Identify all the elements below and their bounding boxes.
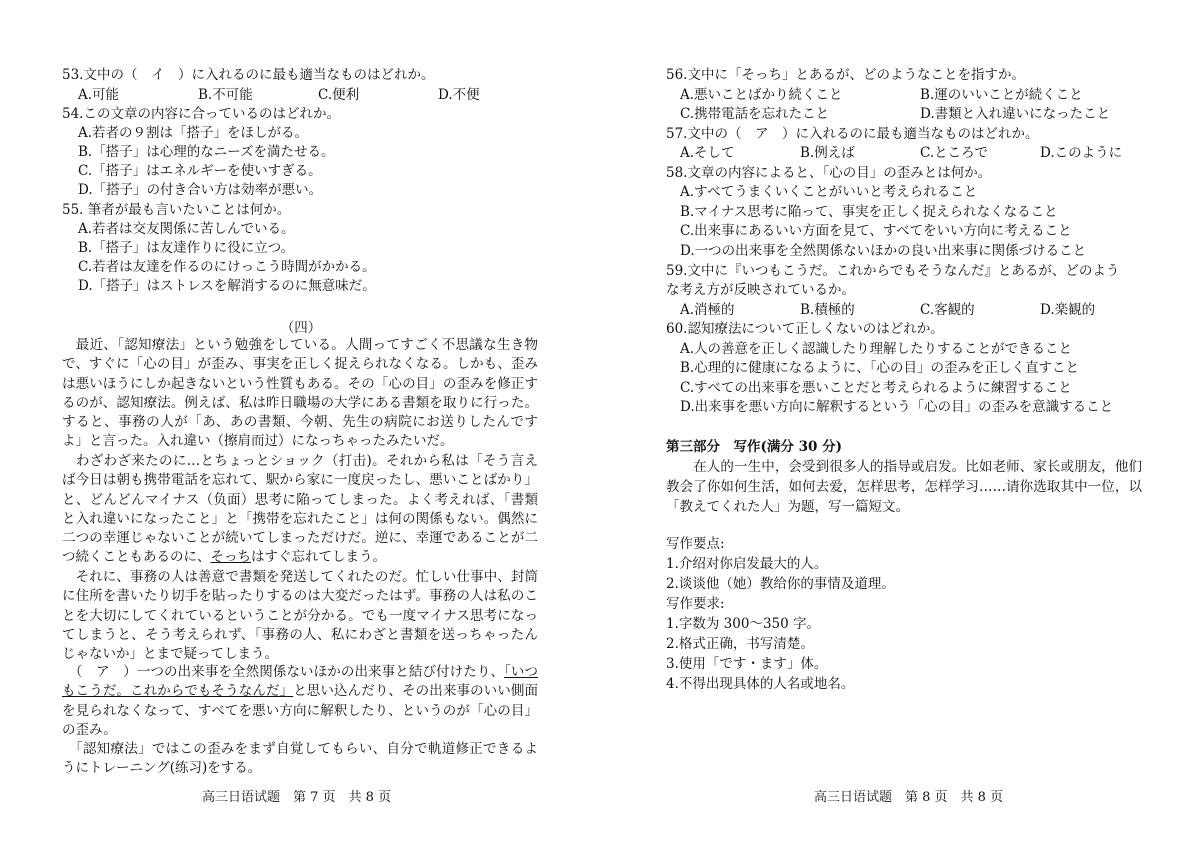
left-page <box>62 0 540 848</box>
q56-option-c: C.携帯電話を忘れたこと <box>680 106 830 122</box>
passage-p4-text: （ ア ）一つの出来事を全然関係ないほかの出来事と結び付けたり、 <box>62 664 505 680</box>
passage-p4-after: と思い込んだり、その出来事のいい側面を見られなくなって、すべてを悪い方向に解釈したり、というのが「心の目」の歪み。 <box>62 683 538 738</box>
q59-option-d: D.楽観的 <box>1040 302 1096 318</box>
passage-paragraph-1 <box>62 336 538 452</box>
writing-requirement-4: 4.不得出现具体的人名或地名。 <box>666 676 855 692</box>
q57-option-a: A.そして <box>680 145 735 161</box>
q54-option-b: B.「搭子」は心理的なニーズを満たせる。 <box>78 144 335 160</box>
page-footer: 高三日语试题 第 7 页 共 8 页 <box>202 790 392 805</box>
q54-option-c: C.「搭子」はエネルギーを使いすぎる。 <box>78 163 322 179</box>
q58-option-a: A.すべてうまくいくことがいいと考えられること <box>680 184 978 200</box>
q58-option-d: D.一つの出来事を全然関係ないほかの良い出来事に関係づけること <box>680 243 1087 259</box>
q59-stem: 59.文中に『いつもこうだ。これからでもそうなんだ』とあるが、どのよう <box>666 263 1120 279</box>
writing-requirements-title: 写作要求: <box>666 596 725 612</box>
q56-option-a: A.悪いことばかり続くこと <box>680 87 843 103</box>
q58-option-c: C.出来事にあるいい方面を見て、すべてをいい方向に考えること <box>680 223 1072 239</box>
q53-stem: 53.文中の（ イ ）に入れるのに最も適当なものはどれか。 <box>62 67 435 83</box>
q60-stem: 60.認知療法について正しくないのはどれか。 <box>666 321 944 337</box>
page-footer: 高三日语试题 第 8 页 共 8 页 <box>814 790 1004 805</box>
q54-stem: 54.この文章の内容に合っているのはどれか。 <box>62 106 340 122</box>
part3-title: 第三部分 写作(满分 30 分) <box>666 439 842 455</box>
passage-paragraph-5 <box>62 740 538 779</box>
passage-p2-after: はすぐ忘れてしまう。 <box>251 549 386 566</box>
passage-p4-underline: 「いつもこうだ。これからでもそうなんだ」 <box>62 664 539 700</box>
q55-option-a: A.若者は交友関係に苦しんでいる。 <box>78 221 295 237</box>
q58-stem: 58.文章の内容によると、「心の目」の歪みとは何か。 <box>666 165 992 181</box>
q53-option-d: D.不便 <box>438 87 480 103</box>
q58-option-b: B.マイナス思考に陥って、事実を正しく捉えられなくなること <box>680 204 1058 220</box>
writing-requirement-3: 3.使用「です・ます」体。 <box>666 656 828 672</box>
passage-p5-text: 「認知療法」ではこの歪みをまず自覚してもらい、自分で軌道修正できるようにトレーニング(练习)をする。 <box>62 741 538 777</box>
q59-option-b: B.積極的 <box>800 302 855 318</box>
writing-requirement-1: 1.字数为 300～350 字。 <box>666 616 820 632</box>
writing-points-title: 写作要点: <box>666 536 725 552</box>
part3-prompt: 在人的一生中，会受到很多人的指导或启发。比如老师、家长或朋友，他们教会了你如何生活，如何去爱，怎样思考，怎样学习……请你选取其中一位，以「教えてくれた人」为题，写一篇短文。 <box>666 459 1142 515</box>
q56-option-d: D.書類と入れ違いになったこと <box>920 106 1111 122</box>
q54-option-d: D.「搭子」の付き合い方は効率が悪い。 <box>78 182 323 198</box>
q57-stem: 57.文中の（ ア ）に入れるのに最も適当なものはどれか。 <box>666 126 1039 142</box>
q53-option-b: B.不可能 <box>198 87 253 103</box>
q55-option-b: B.「搭子」は友達作りに役に立つ。 <box>78 240 295 256</box>
q59-stem-cont: な考え方が反映されているか。 <box>666 282 855 298</box>
q53-option-a: A.可能 <box>78 87 120 103</box>
passage-paragraph-4 <box>62 663 538 740</box>
q57-option-c: C.ところで <box>920 145 989 161</box>
q56-option-b: B.運のいいことが続くこと <box>920 87 1083 103</box>
right-page <box>666 0 1142 848</box>
q60-option-b: B.心理的に健康になるように、「心の目」の歪みを正しく直すこと <box>680 360 1079 376</box>
writing-requirement-2: 2.格式正确，书写清楚。 <box>666 636 814 652</box>
q57-option-d: D.このように <box>1040 145 1123 161</box>
q55-option-d: D.「搭子」はストレスを解消するのに無意味だ。 <box>78 278 376 294</box>
section-title: （四） <box>280 320 322 336</box>
q55-stem: 55. 筆者が最も言いたいことは何か。 <box>62 202 291 218</box>
q60-option-c: C.すべての出来事を悪いことだと考えられるように練習すること <box>680 380 1072 396</box>
writing-point-2: 2.谈谈他（她）教给你的事情及道理。 <box>666 576 895 592</box>
q56-stem: 56.文中に「そっち」とあるが、どのようなことを指すか。 <box>666 67 1025 83</box>
passage-paragraph-2 <box>62 452 538 568</box>
passage-p2-underline: そっち <box>210 549 251 566</box>
q60-option-a: A.人の善意を正しく認識したり理解したりすることができること <box>680 341 1073 357</box>
writing-point-1: 1.介绍对你启发最大的人。 <box>666 556 828 572</box>
q55-option-c: C.若者は友達を作るのにけっこう時間がかかる。 <box>78 259 376 275</box>
q57-option-b: B.例えば <box>800 145 855 161</box>
q59-option-c: C.客観的 <box>920 302 975 318</box>
passage-p1-text: 最近、「認知療法」という勉強をしている。人間ってすごく不思議な生き物で、すぐに「心の目」が歪み、事実を正しく捉えられなくなる。しかも、歪みは悪いほうにしか起きないという性質もある。その「心の目」の歪みを修正するのが、認知療法。例えば、私は昨日職場の大学にある書類を取りに行った。すると、事務の人が「あ、あの書類、今朝、先生の病院にお送りしたんですよ」と言った。入れ違い（擦肩而过）になっちゃったみたいだ。 <box>62 337 538 450</box>
q53-option-c: C.便利 <box>318 87 360 103</box>
q54-option-a: A.若者の９割は「搭子」をほしがる。 <box>78 125 309 141</box>
q59-option-a: A.消極的 <box>680 302 735 318</box>
passage-paragraph-3 <box>62 568 538 664</box>
passage-p2-text: わざわざ来たのに…とちょっとショック（打击)。それから私は「そう言えば今日は朝も携帯電話を忘れて、駅から家に一度戻ったし、悪いことばかり」と、どんどんマイナス（负面）思考に陥ってしまった。よく考えれば、「書類と入れ違いになったこと」と「携帯を忘れたこと」は何の関係もない。偶然に二つの幸運じゃないことが続いてしまっただけだ。逆に、幸運であることが二つ続くこともあるのに、 <box>62 453 538 566</box>
passage-p3-text: それに、事務の人は善意で書類を発送してくれたのだ。忙しい仕事中、封筒に住所を書いたり切手を貼ったりするのは大変だったはず。事務の人は私のことを大切にしてくれているということが分かる。でも一度マイナス思考になってしまうと、そう考えられず、「事務の人、私にわざと書類を送っちゃったんじゃないか」とまで疑ってしまう。 <box>62 569 538 663</box>
q60-option-d: D.出来事を悪い方向に解釈するという「心の目」の歪みを意識すること <box>680 399 1114 415</box>
